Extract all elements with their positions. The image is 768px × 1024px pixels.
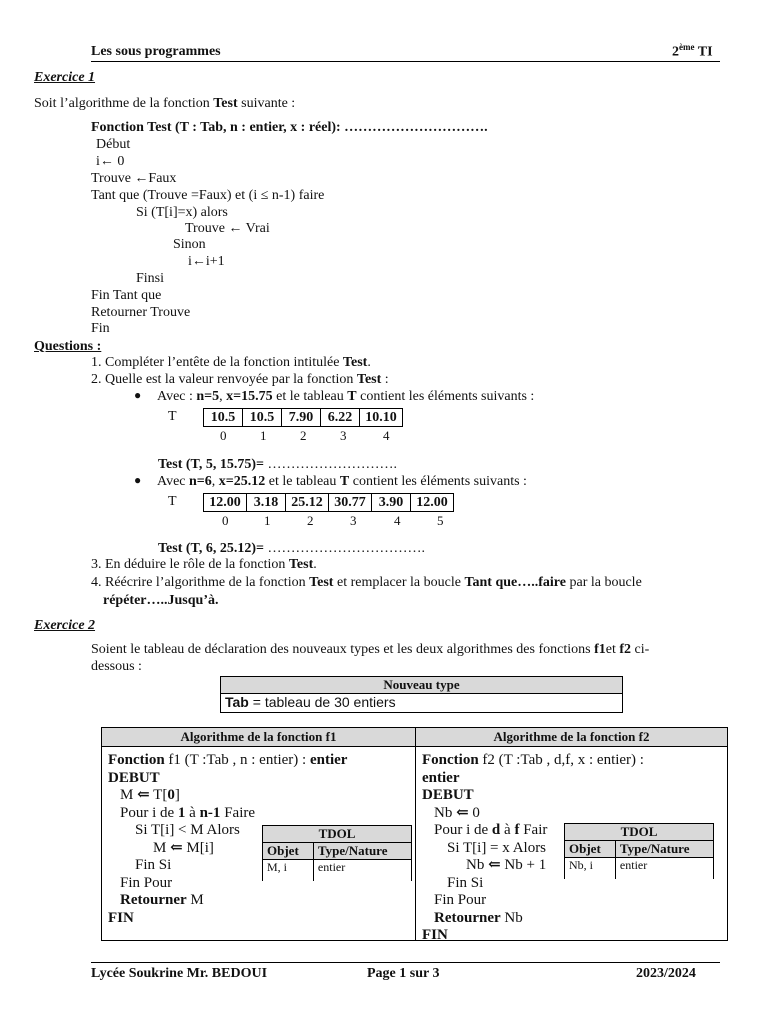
- array2-index: 5: [437, 513, 444, 528]
- questions-title: Questions :: [34, 339, 102, 354]
- ex1-code-line: Début: [96, 137, 131, 152]
- ex1-code-line: Sinon: [173, 237, 206, 252]
- header-class-sup: ème: [679, 42, 695, 52]
- ex2-intro: [91, 642, 649, 658]
- array1-index: 2: [300, 428, 307, 443]
- case1-t: T: [347, 389, 357, 404]
- q4-bold: Test: [309, 575, 334, 590]
- array1-cell: 6.22: [321, 409, 360, 427]
- q1-pre: 1. Compléter l’entête de la fonction intitulée: [91, 355, 343, 370]
- f1-text: M: [186, 892, 204, 908]
- f1-kw: Fonction: [108, 752, 165, 768]
- array2-cell: 12.00: [204, 494, 247, 512]
- ex1-code-line: Retourner Trouve: [91, 305, 191, 320]
- f2-header: Algorithme de la fonction f2: [416, 728, 727, 747]
- ex2-intro-f2: f2: [619, 642, 632, 657]
- ex2-intro-pre: Soient le tableau de déclaration des nouveaux types et les deux algorithmes des fonctions: [91, 642, 595, 657]
- f2-text: 0: [468, 804, 480, 821]
- array2-cell: 3.90: [372, 494, 411, 512]
- type-def: = tableau de 30 entiers: [248, 694, 396, 710]
- f2-text: Pour i de: [434, 822, 492, 838]
- ex2-intro-f1: f1: [594, 642, 606, 657]
- ex1-code-line: i←i+1: [188, 254, 225, 269]
- ex1-title: Exercice 1: [34, 70, 96, 85]
- f1-text: Faire: [220, 804, 256, 821]
- q3-post: .: [313, 557, 317, 572]
- array1-index: 1: [260, 428, 267, 443]
- array2-cell: 25.12: [286, 494, 329, 512]
- f1-text: Si T[i] < M Alors: [135, 822, 240, 838]
- ex1-intro-post: suivante :: [237, 96, 296, 111]
- array2-table: [203, 493, 454, 512]
- ex1-code-line: Si (T[i]=x) alors: [136, 205, 228, 220]
- f2-kw: DEBUT: [422, 787, 474, 803]
- f1-header: Algorithme de la fonction f1: [102, 728, 415, 747]
- result1-label: Test (T, 5, 15.75)=: [158, 457, 264, 472]
- tdol1-title: TDOL: [263, 826, 412, 843]
- array2-index: 0: [222, 513, 229, 528]
- case2-post: contient les éléments suivants :: [349, 474, 527, 489]
- f1-line: [108, 910, 413, 928]
- question-2: [91, 372, 389, 388]
- tdol1-cell-objet: M, i: [263, 860, 314, 876]
- q4-pre: 4. Réécrire l’algorithme de la fonction: [91, 575, 310, 590]
- f1-kw: 0: [167, 787, 175, 803]
- ex2-title: Exercice 2: [34, 618, 96, 633]
- footer-page: Page 1 sur 3: [367, 966, 440, 981]
- array1-cell: 10.5: [243, 409, 282, 427]
- arrow-icon: ⇐: [488, 857, 501, 873]
- f1-text: M: [153, 839, 171, 856]
- f2-line: [422, 770, 722, 788]
- ex2-intro-mid: et: [605, 642, 620, 657]
- ex1-intro-bold: Test: [213, 96, 238, 111]
- case2-mid: ,: [211, 474, 219, 489]
- column-divider: [415, 728, 416, 940]
- f1-text: Fin Pour: [120, 874, 173, 891]
- f2-line: [422, 805, 722, 823]
- case1-mid2: et le tableau: [272, 389, 348, 404]
- f1-text: T[: [149, 787, 168, 803]
- array1-label: T: [168, 409, 177, 424]
- array1-cell: 7.90: [282, 409, 321, 427]
- question-4-line2: répéter…..Jusqu’à.: [103, 593, 219, 608]
- result-1: [158, 457, 397, 473]
- f1-line: [108, 752, 413, 770]
- case1-n: n=5: [196, 389, 220, 404]
- f2-kw: entier: [422, 769, 460, 786]
- f2-kw: f: [514, 822, 520, 838]
- footer-school: Lycée Soukrine Mr. BEDOUI: [91, 966, 268, 981]
- q2-post: :: [381, 372, 389, 387]
- algorithms-table: [101, 727, 728, 941]
- tdol2-cell-objet: Nb, i: [565, 858, 616, 874]
- result2-dots: …………………………….: [263, 541, 425, 556]
- f2-text: Nb + 1: [500, 857, 547, 873]
- f1-text: à: [185, 804, 200, 821]
- header-title: Les sous programmes: [91, 44, 221, 59]
- f2-kw: FIN: [422, 927, 448, 943]
- case2-pre: Avec: [157, 474, 189, 489]
- f2-text: Fin Si: [447, 874, 484, 891]
- f2-text: Nb: [434, 804, 457, 821]
- array1-cell: 10.5: [204, 409, 243, 427]
- case2-t: T: [339, 474, 350, 489]
- array2-index: 3: [350, 513, 357, 528]
- question-4: [91, 575, 642, 591]
- array2-cell: 30.77: [329, 494, 372, 512]
- f2-text: Fin Pour: [434, 892, 487, 908]
- tdol2-cell-type: entier: [615, 858, 713, 874]
- ex2-intro-post: ci-: [631, 642, 650, 657]
- q1-bold: Test: [342, 355, 368, 370]
- ex1-code-line: Fin: [91, 321, 110, 336]
- case-1: [157, 389, 534, 405]
- array2-index: 2: [307, 513, 314, 528]
- header-class: [672, 42, 713, 61]
- f2-line: [422, 752, 722, 770]
- q2-pre: 2. Quelle est la valeur renvoyée par la fonction: [91, 372, 357, 387]
- tdol2-table: [564, 823, 714, 879]
- q4-bold2: Tant que…..faire: [464, 575, 566, 590]
- f1-kw: FIN: [108, 909, 134, 926]
- f1-text: M[i]: [182, 839, 214, 856]
- f2-text: à: [500, 822, 515, 838]
- f2-text: Nb: [500, 909, 523, 926]
- q4-post: par la boucle: [565, 575, 642, 590]
- ex1-code-line: Fin Tant que: [91, 288, 162, 303]
- case2-x: x=25.12: [218, 474, 266, 489]
- f2-line: [422, 892, 722, 910]
- ex2-intro-line2: dessous :: [91, 659, 142, 674]
- f1-text: ]: [174, 787, 180, 803]
- f1-kw: entier: [309, 752, 348, 768]
- f1-text: M: [120, 787, 138, 803]
- tdol2-col-type: Type/Nature: [615, 841, 713, 858]
- array2-cell: 12.00: [411, 494, 454, 512]
- f1-text: f1 (T :Tab , n : entier) :: [164, 752, 310, 768]
- arrow-icon: ⇐: [456, 804, 469, 821]
- arrow-icon: ⇐: [137, 787, 150, 803]
- header-rule: [91, 61, 720, 62]
- ex1-code-line: Tant que (Trouve =Faux) et (i ≤ n-1) faire: [91, 188, 325, 203]
- ex1-intro-pre: Soit l’algorithme de la fonction: [34, 96, 214, 111]
- tdol1-col-objet: Objet: [263, 843, 314, 860]
- f2-line: [422, 927, 722, 945]
- array1-cell: 10.10: [360, 409, 403, 427]
- f1-line: [108, 787, 413, 805]
- case-2: [157, 474, 527, 490]
- tdol1-table: [262, 825, 412, 881]
- footer-year: 2023/2024: [636, 966, 696, 981]
- q3-bold: Test: [288, 557, 314, 572]
- array2-cell: 3.18: [247, 494, 286, 512]
- tdol1-cell-type: entier: [313, 860, 411, 876]
- ex1-code-line: Trouve ← Vrai: [185, 221, 270, 236]
- bullet-icon: ●: [134, 473, 142, 487]
- f1-line: [108, 770, 413, 788]
- array2-index: 1: [264, 513, 271, 528]
- header-class-txt: TI: [694, 44, 713, 60]
- case1-x: x=15.75: [226, 389, 273, 404]
- ex1-signature: Fonction Test (T : Tab, n : entier, x : réel): ………………………….: [91, 120, 488, 135]
- case1-mid: ,: [219, 389, 227, 404]
- ex1-code-line: Finsi: [136, 271, 165, 286]
- f1-kw: n-1: [199, 804, 221, 821]
- arrow-icon: ⇐: [170, 839, 183, 856]
- array1-table: [203, 408, 403, 427]
- question-1: [91, 355, 371, 371]
- q4-mid: et remplacer la boucle: [333, 575, 465, 590]
- tdol2-col-objet: Objet: [565, 841, 616, 858]
- f1-kw: 1: [177, 804, 186, 821]
- ex1-code-line: i← 0: [96, 154, 125, 169]
- q1-post: .: [367, 355, 371, 370]
- f1-line: [108, 892, 413, 910]
- f2-text: Nb: [466, 857, 489, 873]
- header-class-num: 2: [672, 44, 679, 60]
- type-table-header: Nouveau type: [221, 677, 623, 694]
- tdol1-col-type: Type/Nature: [313, 843, 411, 860]
- array1-index: 0: [220, 428, 227, 443]
- f2-line: [422, 787, 722, 805]
- case2-mid2: et le tableau: [265, 474, 340, 489]
- case2-n: n=6: [189, 474, 212, 489]
- f2-kw: d: [491, 822, 501, 838]
- array2-label: T: [168, 494, 177, 509]
- result-2: [158, 541, 425, 557]
- q2-bold: Test: [356, 372, 382, 387]
- type-name: Tab: [225, 694, 249, 710]
- array1-index: 3: [340, 428, 347, 443]
- f2-text: f2 (T :Tab , d,f, x : entier) :: [478, 752, 644, 768]
- f1-line: [108, 805, 413, 823]
- f2-text: Fair: [519, 822, 548, 838]
- array2-index: 4: [394, 513, 401, 528]
- f2-line: [422, 910, 722, 928]
- result1-dots: ……………………….: [263, 457, 397, 472]
- type-table: [220, 676, 623, 713]
- result2-label: Test (T, 6, 25.12)=: [158, 541, 264, 556]
- f1-kw: Retourner: [120, 892, 187, 908]
- f1-kw: DEBUT: [108, 769, 160, 786]
- question-3: [91, 557, 317, 573]
- case1-pre: Avec :: [157, 389, 197, 404]
- ex1-code-line: Trouve ←Faux: [91, 171, 177, 186]
- tdol2-title: TDOL: [565, 824, 714, 841]
- footer-rule: [91, 962, 720, 963]
- case1-post: contient les éléments suivants :: [356, 389, 535, 404]
- type-table-row: [221, 694, 623, 713]
- f2-kw: Retourner: [434, 909, 501, 926]
- f2-kw: Fonction: [422, 752, 479, 768]
- q3-pre: 3. En déduire le rôle de la fonction: [91, 557, 289, 572]
- ex1-intro: [34, 96, 295, 112]
- bullet-icon: ●: [134, 388, 142, 402]
- f2-text: Si T[i] = x Alors: [447, 839, 547, 856]
- f1-text: Pour i de: [120, 804, 178, 821]
- f1-text: Fin Si: [135, 857, 172, 873]
- array1-index: 4: [383, 428, 390, 443]
